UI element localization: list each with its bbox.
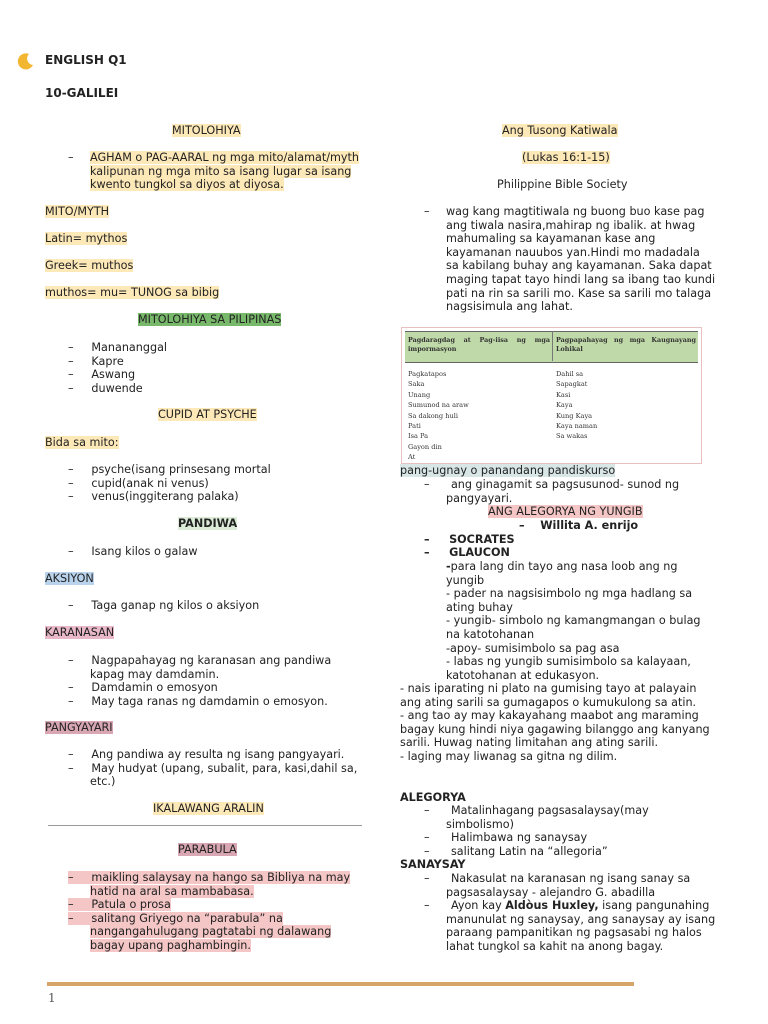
pandiwa-heading: PANDIWA <box>178 517 238 530</box>
parabula-list <box>68 871 350 953</box>
pandiwa-item: – Isang kilos o galaw <box>68 545 198 558</box>
bible-society: Philippine Bible Society <box>497 178 628 191</box>
list-item: – duwende <box>68 381 143 395</box>
alegorya-heading: ALEGORYA <box>400 791 466 804</box>
list-item: – Damdamin o emosyon <box>68 681 218 695</box>
list-item: – Kapre <box>68 354 124 368</box>
dash: – <box>68 151 74 164</box>
pilipinas-heading: MITOLOHIYA SA PILIPINAS <box>138 313 282 326</box>
course-title: ENGLISH Q1 <box>45 53 127 67</box>
list-item: – cupid(anak ni venus) <box>68 476 209 490</box>
plato-lines: - nais iparating ni plato na gumising tayo at palayain ang ating sarili sa gumagapos o kumukulong sa atin. - ang tao ay may kakayahang maabot ang maraming bagay kung hindi niya gagawing bilanggo ang kanyang sarili. Huwag nating limitahan ang ating sarili. - laging may liwanag sa gitna ng dilim. <box>400 682 710 763</box>
col1-header: Pagdaragdag at Pag-iisa ng mga impormasyon <box>408 336 550 353</box>
table-divider <box>552 331 553 361</box>
katiwala-text: wag kang magtitiwala ng buong buo kase pag ang tiwala nasira,mahirap ng ibalik. at hwag mahumaling sa kayamanan kase ang kayamanan nauubos yan.Hindi mo madadala sa kabilang buhay ang kayamanan. Saka dapat maging tapat tayo hindi lang sa ibang tao kundi pati na rin sa sarili mo. Kase sa sarili mo talaga nagsisimula ang lahat. <box>446 205 716 314</box>
aksiyon-heading: AKSIYON <box>45 572 94 585</box>
glaucon-item: – GLAUCON <box>424 546 510 559</box>
list-item: – Aswang <box>68 368 136 382</box>
section-title: 10-GALILEI <box>45 86 119 100</box>
katiwala-dash: – <box>424 205 430 218</box>
mitolohiya-heading: MITOLOHIYA <box>172 124 241 137</box>
mito-myth: MITO/MYTH <box>45 205 110 218</box>
alegorya-list <box>424 804 649 858</box>
list-item: paraang pampanitikan ng pagsasabi ng halos <box>446 926 702 940</box>
divider <box>48 825 362 826</box>
katiwala-heading: Ang Tusong Katiwala <box>502 124 618 137</box>
karanasan-heading: KARANASAN <box>45 626 115 639</box>
ikalawang-aralin: IKALAWANG ARALIN <box>153 802 264 815</box>
list-item: – Halimbawa ng sanaysay <box>424 831 588 845</box>
pilipinas-list <box>68 341 167 395</box>
list-item: pagsasalaysay - alejandro G. abadilla <box>446 885 656 899</box>
cupid-heading: CUPID AT PSYCHE <box>158 408 257 421</box>
list-item: lahat tungkol sa kahit na anong bagay. <box>446 939 664 953</box>
list-item: – salitang Latin na “allegoria” <box>424 844 608 858</box>
list-item: – salitang Griyego na “parabula” na <box>68 911 283 925</box>
col2-items: Dahil sa Sapagkat Kasi Kaya Kung Kaya Kaya naman Sa wakas <box>556 370 598 441</box>
sanaysay-list <box>424 872 715 954</box>
list-item: – Ang pandiwa ay resulta ng isang pangyayari. <box>68 748 345 761</box>
list-item: – Nakasulat na karanasan ng isang sanay sa <box>424 872 691 885</box>
author-line: – Willita A. enrijo <box>519 519 639 532</box>
pangyayari-list <box>68 748 357 789</box>
list-item: – May hudyat (upang, subalit, para, kasi,dahil sa, <box>68 761 358 775</box>
list-item: hatid na aral sa mambabasa. <box>90 884 254 898</box>
latin-line: Latin= mythos <box>45 232 128 245</box>
footer-rule <box>47 982 634 986</box>
bida-list <box>68 463 271 504</box>
list-item: – May taga ranas ng damdamin o emosyon. <box>68 694 328 708</box>
pang-ugnay-heading: pang-ugnay o panandang pandiskurso <box>400 464 616 477</box>
list-item: kapag may damdamin. <box>90 667 220 681</box>
bida-label: Bida sa mito: <box>45 436 119 449</box>
list-item: – maikling salaysay na hango sa Bibliya na may <box>68 871 351 884</box>
mitolohiya-definition: AGHAM o PAG-AARAL ng mga mito/alamat/myth kalipunan ng mga mito sa isang lugar sa isang kwento tungkol sa diyos at diyosa. <box>90 151 360 192</box>
list-item: – Matalinhagang pagsasalaysay(may <box>424 804 649 817</box>
list-item: – Patula o prosa <box>68 898 171 912</box>
list-item: – Nagpapahayag ng karanasan ang pandiwa <box>68 654 332 667</box>
page-number: 1 <box>48 991 56 1005</box>
list-item: bagay upang paghambingin. <box>90 938 251 952</box>
list-item: – psyche(isang prinsesang mortal <box>68 463 271 476</box>
parabula-heading: PARABULA <box>178 843 237 856</box>
transition-words-table <box>401 327 702 464</box>
alegorya-yungib-heading: ANG ALEGORYA NG YUNGIB <box>488 505 643 518</box>
col1-items: Pagkatapos Saka Unang Sumunod na araw Sa dakong huli Pati Isa Pa Gayon din At <box>408 370 469 462</box>
lukas-reference: (Lukas 16:1-15) <box>522 151 610 164</box>
col2-header: Pagpapahayag ng mga Kaugnayang Lohikal <box>556 336 696 353</box>
pangyayari-heading: PANGYAYARI <box>45 721 113 734</box>
pang-ugnay-item: – ang ginagamit sa pagsusunod- sunod ng pangyayari. <box>424 478 680 505</box>
karanasan-list <box>68 654 331 708</box>
aksiyon-item: – Taga ganap ng kilos o aksiyon <box>68 599 260 612</box>
list-item: – venus(inggiterang palaka) <box>68 490 239 504</box>
list-item: manunulat ng sanaysay, ang sanaysay ay isang <box>446 912 716 926</box>
list-item: – Ayon kay Aldòus Huxley, isang pangunahing <box>424 899 710 913</box>
sanaysay-heading: SANAYSAY <box>400 858 466 871</box>
list-item: etc.) <box>90 775 116 789</box>
muthos-line: muthos= mu= TUNOG sa bibig <box>45 286 220 299</box>
glaucon-lines: -para lang din tayo ang nasa loob ang ng yungib - pader na nagsisimbolo ng mga hadlang sa ating buhay - yungib- simbolo ng kamangmangan o bulag na katotohanan -apoy- sumisimbolo sa pag asa - labas ng yungib sumisimbolo sa kalayaan, katotohanan at edukasyon. <box>446 560 701 682</box>
list-item: nangangahulugang pagtatabi ng dalawang <box>90 925 332 939</box>
moon-icon <box>17 52 35 70</box>
socrates-item: – SOCRATES <box>424 533 515 546</box>
list-item: – Manananggal <box>68 341 168 354</box>
greek-line: Greek= muthos <box>45 259 134 272</box>
list-item: simbolismo) <box>446 817 514 831</box>
